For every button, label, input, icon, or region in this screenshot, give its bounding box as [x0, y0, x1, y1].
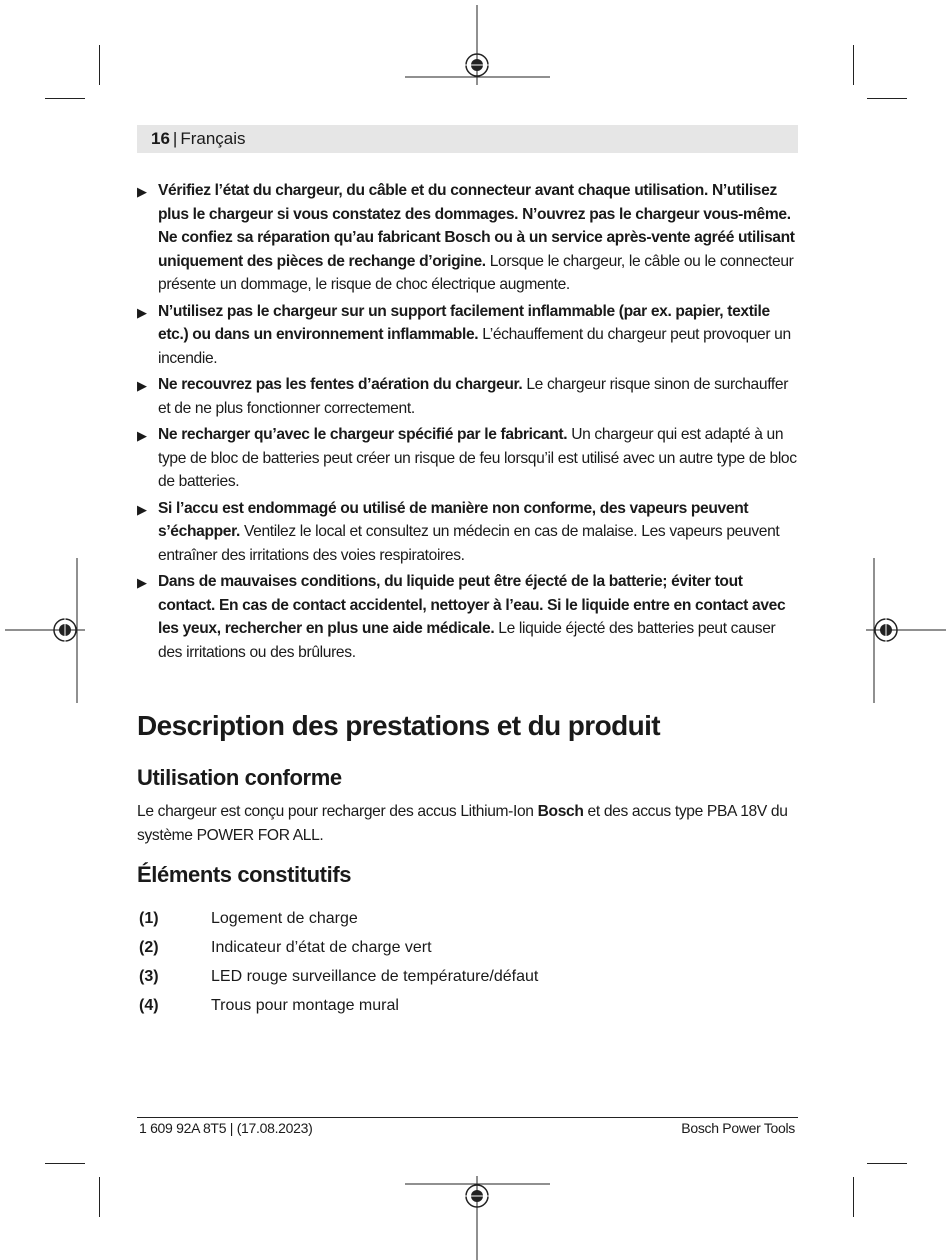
crop-mark — [867, 1163, 907, 1164]
component-item — [139, 995, 399, 1017]
warning-text: Le chargeur risque sinon de surchauffer et de ne plus fonctionner correctement. — [158, 376, 789, 417]
component-label: Logement de charge — [211, 910, 358, 927]
component-index: (3) — [139, 968, 159, 985]
warning-bold: Ne recharger qu’avec le chargeur spécifié par le fabricant. — [158, 426, 568, 443]
crop-mark — [867, 98, 907, 99]
crop-mark — [853, 1177, 854, 1217]
safety-item — [137, 570, 801, 664]
header-separator: | — [172, 129, 178, 148]
safety-item — [137, 179, 801, 297]
warning-text: Un chargeur qui est adapté à un type de bloc de batteries peut créer un risque de feu lorsqu’il est utilisé avec un autre type de bloc de batteries. — [158, 426, 797, 490]
component-index: (1) — [139, 910, 159, 927]
crop-mark — [853, 45, 854, 85]
component-item — [139, 937, 432, 959]
safety-warnings — [137, 179, 801, 667]
warning-bold: Si l’accu est endommagé ou utilisé de manière non conforme, des vapeurs peuvent s’échapper. — [158, 499, 749, 540]
safety-item — [137, 373, 801, 420]
triangle-right-icon: ▶ — [137, 378, 147, 393]
safety-item — [137, 497, 801, 568]
triangle-right-icon: ▶ — [137, 501, 147, 517]
triangle-right-icon: ▶ — [137, 184, 147, 199]
crop-mark — [99, 45, 100, 85]
crop-mark — [45, 98, 85, 99]
warning-text: Ventilez le local et consultez un médecin en cas de malaise. Les vapeurs peuvent entraîner des irritations des voies respiratoires. — [158, 523, 780, 564]
component-label: Indicateur d’état de charge vert — [211, 939, 432, 956]
usage-paragraph — [137, 800, 801, 847]
component-index: (4) — [139, 997, 159, 1014]
page-number: 16 — [151, 129, 170, 148]
safety-item — [137, 300, 801, 371]
page-header — [137, 125, 798, 153]
component-label: Trous pour montage mural — [211, 997, 399, 1014]
registration-mark-icon — [405, 5, 550, 85]
crop-mark — [99, 1177, 100, 1217]
components-heading: Éléments constitutifs — [137, 862, 352, 887]
triangle-right-icon: ▶ — [137, 304, 147, 320]
component-label: LED rouge surveillance de température/défaut — [211, 968, 539, 985]
registration-mark-icon — [405, 1176, 550, 1260]
warning-bold: N’utilisez pas le chargeur sur un support facilement inflammable (par ex. papier, textile etc.) ou dans un environnement inflammable. — [158, 302, 770, 343]
registration-mark-icon — [5, 558, 85, 703]
usage-text: Le chargeur est conçu pour recharger des accus Lithium-Ion — [137, 803, 538, 820]
warning-text: L’échauffement du chargeur peut provoquer un incendie. — [158, 326, 791, 367]
crop-mark — [45, 1163, 85, 1164]
warning-bold: Dans de mauvaises conditions, du liquide peut être éjecté de la batterie; éviter tout contact. En cas de contact accidentel, nettoyer à l’eau. Si le liquide entre en contact avec les yeux, rechercher en plus une aide médicale. — [158, 573, 786, 637]
footer-divider — [137, 1117, 798, 1118]
component-item — [139, 908, 358, 930]
warning-bold: Ne recouvrez pas les fentes d’aération du chargeur. — [158, 376, 523, 393]
registration-mark-icon — [866, 558, 946, 703]
warning-text: Lorsque le chargeur, le câble ou le connecteur présente un dommage, le risque de choc électrique augmente. — [158, 252, 794, 293]
warning-text: Le liquide éjecté des batteries peut causer des irritations ou des brûlures. — [158, 620, 776, 661]
document-code: 1 609 92A 8T5 | (17.08.2023) — [139, 1120, 313, 1136]
header-language: Français — [180, 129, 246, 148]
triangle-right-icon: ▶ — [137, 428, 147, 443]
triangle-right-icon: ▶ — [137, 575, 147, 590]
component-index: (2) — [139, 939, 159, 956]
section-title: Description des prestations et du produit — [137, 710, 661, 741]
usage-text: et des accus type PBA 18V du système POWER FOR ALL. — [137, 803, 788, 844]
usage-heading: Utilisation conforme — [137, 765, 342, 790]
safety-item — [137, 423, 801, 494]
component-item — [139, 966, 538, 988]
warning-bold: Vérifiez l’état du chargeur, du câble et du connecteur avant chaque utilisation. N’utilisez plus le chargeur si vous constatez des dommages. N’ouvrez pas le chargeur vous-même. Ne confiez sa réparation qu’au fabricant Bosch ou à un service après-vente agréé utilisant uniquement des pièces de rechange d’origine. — [158, 182, 795, 270]
publisher: Bosch Power Tools — [681, 1120, 795, 1136]
brand-name: Bosch — [537, 803, 584, 820]
